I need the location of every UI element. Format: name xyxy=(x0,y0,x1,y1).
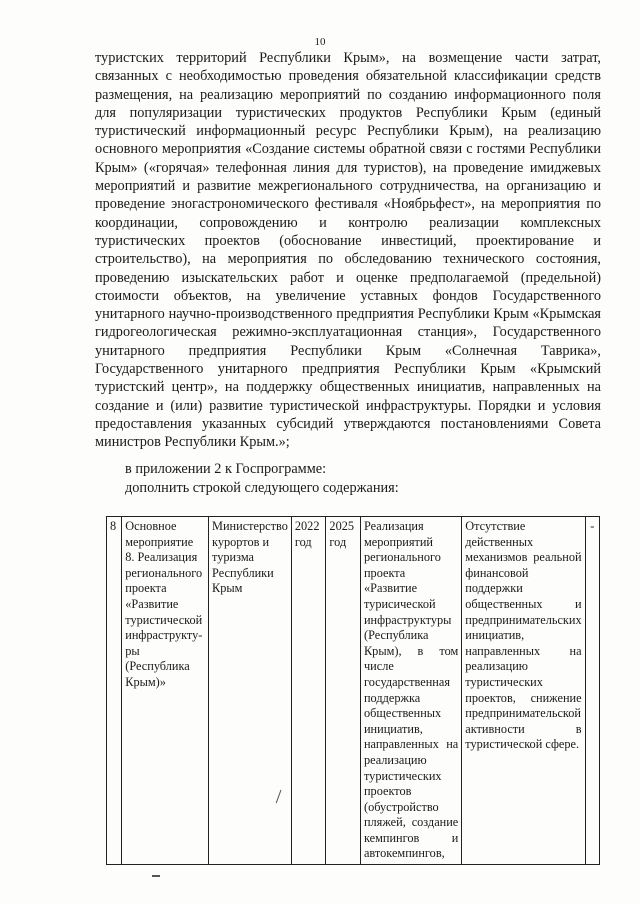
page-number: 10 xyxy=(314,36,326,48)
body-paragraph: туристских территорий Республики Крым», на возмещение части затрат, связанных с необходимостью проведения обязательной классификации средств размещения, на реализацию мероприятий по созданию информационного поля для популяризации туристических продуктов Республики Крым (единый туристический информационный ресурс Республики Крым), на реализацию основного мероприятия «Создание системы обратной связи с гостями Республики Крым» («горячая» телефонная линия для туристов), на проведение имиджевых мероприятий и развитие межрегионального сотрудничества, на организацию и проведение эногастрономического фестиваля «Ноябрьфест», на мероприятия по координации, сопровождению и контролю реализации комплексных туристических проектов (обоснование инвестиций, проектирование и строительство), на мероприятия по обследованию технического состояния, проведению изыскательских работ и оценке предполагаемой (предельной) стоимости объектов, на увеличение уставных фондов Государственного унитарного научно-производственного предприятия Республики Крым «Крымская гидрогеологическая режимно-эксплуатационная станция», Государственного унитарного предприятия Республики Крым «Солнечная Таврика», Государственного унитарного предприятия Республики Крым «Крымский туристский центр», на поддержку общественных инициатив, направленных на создание и (или) развитие туристической инфраструктуры. Порядки и условия предоставления указанных субсидий утверждаются постановлениями Совета министров Республики Крым.»; xyxy=(95,50,601,451)
row-number-cell: 8 xyxy=(107,517,122,865)
consequences-cell: Отсутствие действенных механизмов реальной финансовой поддержки общественных и предпринимательских инициатив, направленных на реализацию туристических проектов, снижение предпринимательской активности в туристической сфере. xyxy=(462,517,585,865)
link-cell: - xyxy=(585,517,599,865)
instruction-line-2: дополнить строкой следующего содержания: xyxy=(125,480,399,496)
end-year-cell: 2025 год xyxy=(326,517,361,865)
table-row xyxy=(107,517,600,865)
start-year-cell: 2022 год xyxy=(291,517,326,865)
executor-cell: Министерство курортов и туризма Республики Крым xyxy=(209,517,292,865)
pen-mark-bottom xyxy=(152,875,160,877)
expected-result-cell: Реализация мероприятий регионального проекта «Развитие турисической инфраструктуры (Республика Крым), в том числе государственная поддержка общественных инициатив, направленных на реализацию туристических проектов (обустройство пляжей, создание кемпингов и автокемпингов, xyxy=(360,517,461,865)
instruction-line-1: в приложении 2 к Госпрограмме: xyxy=(125,461,327,477)
amendment-instructions xyxy=(125,460,601,498)
activity-name-cell: Основное мероприятие 8. Реализация регионального проекта «Развитие туристической инфраструкту-ры (Республика Крым)» xyxy=(122,517,209,865)
program-table xyxy=(106,516,600,865)
